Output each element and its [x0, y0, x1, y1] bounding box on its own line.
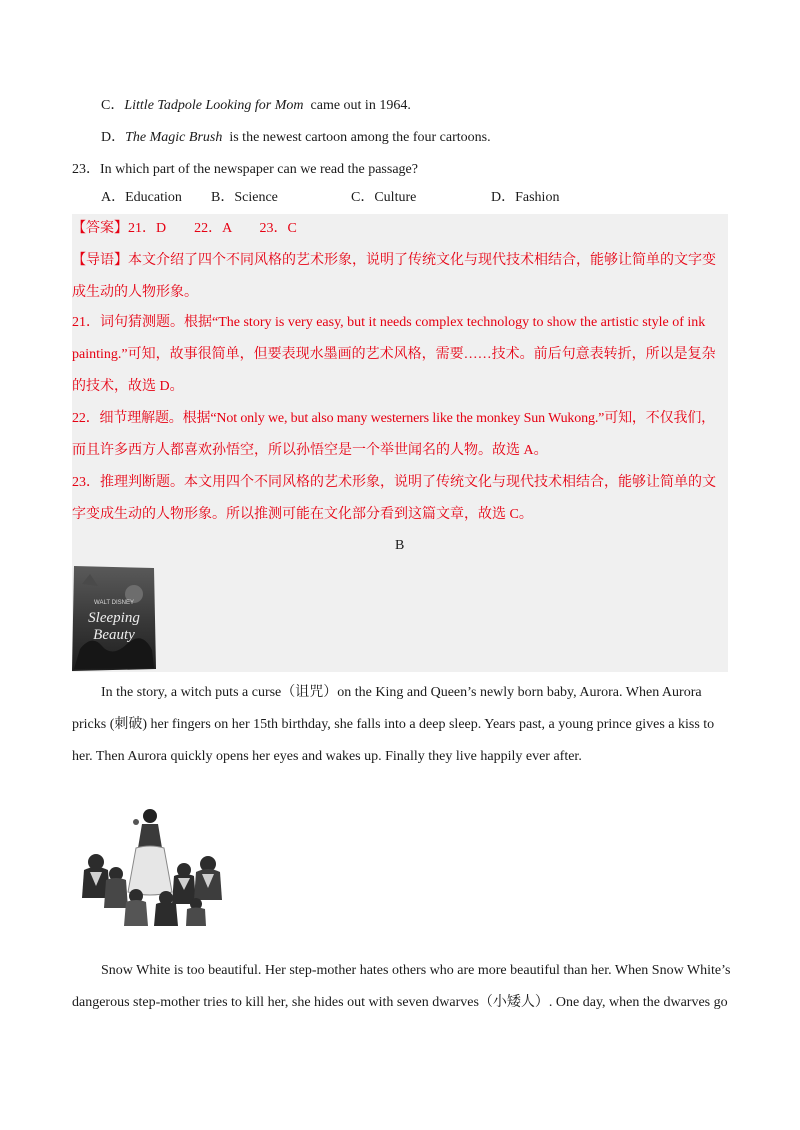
question-23-stem: 23．In which part of the newspaper can we read the passage?	[72, 162, 418, 177]
explain-21-line-1: 21．词句猜测题。根据“The story is very easy, but it needs complex technology to show the artistic style of ink	[72, 315, 706, 330]
aurora-line-1: In the story, a witch puts a curse（诅咒）on the King and Queen’s newly born baby, Aurora. When Aurora	[101, 685, 702, 700]
answer-key: 【答案】21．D 22．A 23．C	[72, 221, 297, 236]
poster-title-1: Sleeping	[88, 610, 140, 626]
poster-illustration	[72, 564, 156, 671]
snow-white-illustration	[76, 800, 226, 930]
section-label: B	[395, 538, 405, 553]
snow-line-1: Snow White is too beautiful. Her step-mother hates others who are more beautiful than her. When Snow White’s	[101, 963, 731, 978]
option-23d: D．Fashion	[491, 190, 560, 205]
explain-23-line-1: 23．推理判断题。本文用四个不同风格的艺术形象，说明了传统文化与现代技术相结合，能够让简单的文	[72, 475, 716, 490]
poster-brand: WALT DISNEY	[94, 600, 134, 606]
explain-22-line-2: 而且许多西方人都喜欢孙悟空，所以孙悟空是一个举世闻名的人物。故选 A。	[72, 443, 548, 458]
snow-white-figure	[76, 800, 226, 930]
option-22c-rest: came out in 1964.	[303, 98, 411, 113]
poster-title-2: Beauty	[93, 627, 135, 643]
snow-line-2: dangerous step-mother tries to kill her, she hides out with seven dwarves（小矮人）. One day, when the dwarves go	[72, 995, 728, 1010]
option-22d	[101, 128, 491, 148]
guide-line-2: 成生动的人物形象。	[72, 285, 198, 300]
option-22d-prefix: D．	[101, 130, 126, 145]
explain-23-line-2: 字变成生动的人物形象。所以推测可能在文化部分看到这篇文章，故选 C。	[72, 507, 533, 522]
explain-22-line-1: 22．细节理解题。根据“Not only we, but also many westerners like the monkey Sun Wukong.”可知，不仅我们，	[72, 411, 716, 426]
explain-21-line-2: painting.”可知，故事很简单，但要表现水墨画的艺术风格，需要……技术。前后句意表转折，所以是复杂	[72, 347, 716, 362]
option-22d-rest: is the newest cartoon among the four cartoons.	[222, 130, 491, 145]
option-22c-title: Little Tadpole Looking for Mom	[124, 98, 304, 113]
aurora-line-2: pricks (刺破) her fingers on her 15th birthday, she falls into a deep sleep. Years past, a young prince gives a kiss to	[72, 717, 715, 732]
option-23b: B．Science	[211, 190, 278, 205]
option-22c	[101, 96, 411, 116]
option-22d-title: The Magic Brush	[125, 130, 223, 145]
explain-21-line-3: 的技术，故选 D。	[72, 379, 184, 394]
option-23a: A．Education	[101, 190, 182, 205]
option-23c: C．Culture	[351, 190, 417, 205]
guide-line-1: 【导语】本文介绍了四个不同风格的艺术形象，说明了传统文化与现代技术相结合，能够让简单的文字变	[72, 253, 716, 268]
option-22c-prefix: C．	[101, 98, 125, 113]
aurora-line-3: her. Then Aurora quickly opens her eyes and wakes up. Finally they live happily ever after.	[72, 749, 582, 764]
sleeping-beauty-poster	[72, 564, 156, 671]
